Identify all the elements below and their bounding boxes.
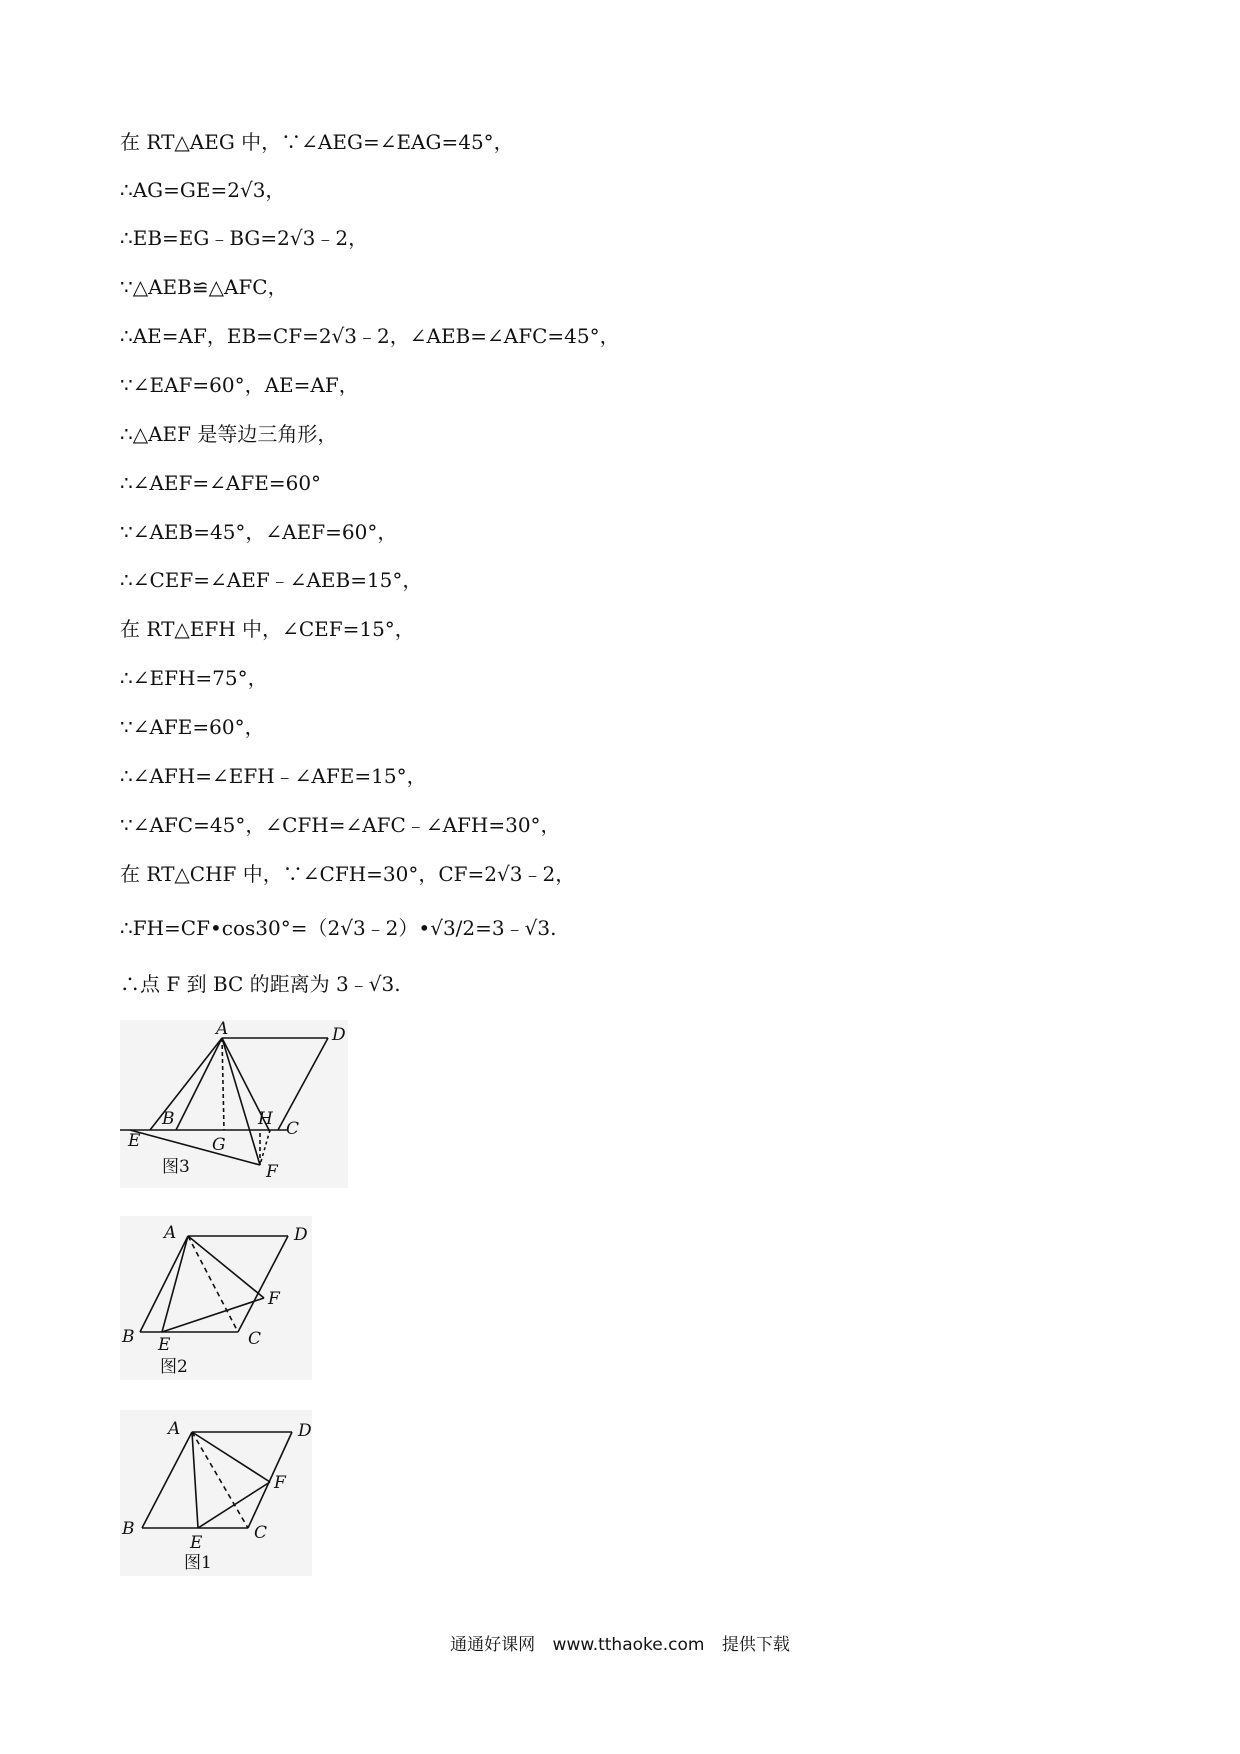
- solution-line-16: 在 RT△CHF 中，∵∠CFH=30°，CF=2√3﹣2，: [120, 862, 576, 886]
- solution-line-4: ∵△AEB≌△AFC，: [120, 275, 288, 299]
- solution-line-11: 在 RT△EFH 中，∠CEF=15°，: [120, 617, 415, 641]
- solution-line-3: ∴EB=EG﹣BG=2√3﹣2，: [120, 226, 369, 250]
- solution-line-7: ∴△AEF 是等边三角形，: [120, 422, 338, 446]
- page-footer: [0, 1630, 1240, 1655]
- fig3-label-c: C: [286, 1119, 300, 1139]
- fig3-label-e: E: [128, 1131, 141, 1151]
- fig3-label-a: A: [216, 1020, 229, 1039]
- fig3-label-d: D: [332, 1025, 346, 1045]
- fig2-label-e: E: [158, 1335, 171, 1355]
- fig1-label-b: B: [122, 1519, 135, 1539]
- solution-line-5: ∴AE=AF，EB=CF=2√3﹣2，∠AEB=∠AFC=45°，: [120, 324, 620, 348]
- footer-suffix: 提供下载: [721, 1635, 790, 1655]
- solution-line-6: ∵∠EAF=60°，AE=AF，: [120, 373, 359, 397]
- solution-line-2: ∴AG=GE=2√3，: [120, 178, 286, 202]
- solution-line-13: ∵∠AFE=60°，: [120, 715, 265, 739]
- fig3-caption: 图3: [162, 1157, 190, 1177]
- figure-1: [120, 1410, 320, 1580]
- figure-3: [120, 1020, 360, 1190]
- fig2-label-a: A: [164, 1223, 177, 1243]
- solution-line-1: 在 RT△AEG 中，∵∠AEG=∠EAG=45°，: [120, 130, 514, 154]
- fig2-label-f: F: [268, 1289, 280, 1309]
- footer-url[interactable]: www.tthaoke.com: [552, 1635, 705, 1655]
- fig3-label-g: G: [212, 1135, 226, 1155]
- solution-line-15: ∵∠AFC=45°，∠CFH=∠AFC﹣∠AFH=30°，: [120, 813, 561, 837]
- solution-line-9: ∵∠AEB=45°，∠AEF=60°，: [120, 520, 398, 544]
- fig2-label-b: B: [122, 1327, 135, 1347]
- fig1-label-f: F: [274, 1473, 286, 1493]
- solution-line-14: ∴∠AFH=∠EFH﹣∠AFE=15°，: [120, 764, 427, 788]
- fig1-caption: 图1: [184, 1553, 212, 1573]
- fig1-label-e: E: [190, 1533, 203, 1553]
- fig2-caption: 图2: [160, 1357, 188, 1377]
- fig2-label-d: D: [294, 1225, 308, 1245]
- figure-2: [120, 1216, 320, 1386]
- solution-line-17: ∴FH=CF•cos30°=（2√3﹣2）•√3/2=3﹣√3.: [120, 916, 557, 940]
- solution-line-10: ∴∠CEF=∠AEF﹣∠AEB=15°，: [120, 568, 423, 592]
- fig2-label-c: C: [248, 1329, 262, 1349]
- fig3-label-b: B: [162, 1109, 175, 1129]
- solution-line-8: ∴∠AEF=∠AFE=60°: [120, 471, 322, 495]
- fig1-label-d: D: [298, 1421, 312, 1441]
- solution-line-18: ∴点 F 到 BC 的距离为 3﹣√3.: [120, 972, 401, 996]
- fig1-label-a: A: [168, 1419, 181, 1439]
- footer-site-name: 通通好课网: [450, 1635, 536, 1655]
- fig3-label-h: H: [258, 1109, 273, 1129]
- fig1-label-c: C: [254, 1523, 268, 1543]
- solution-line-12: ∴∠EFH=75°，: [120, 666, 268, 690]
- fig3-label-f: F: [266, 1162, 278, 1182]
